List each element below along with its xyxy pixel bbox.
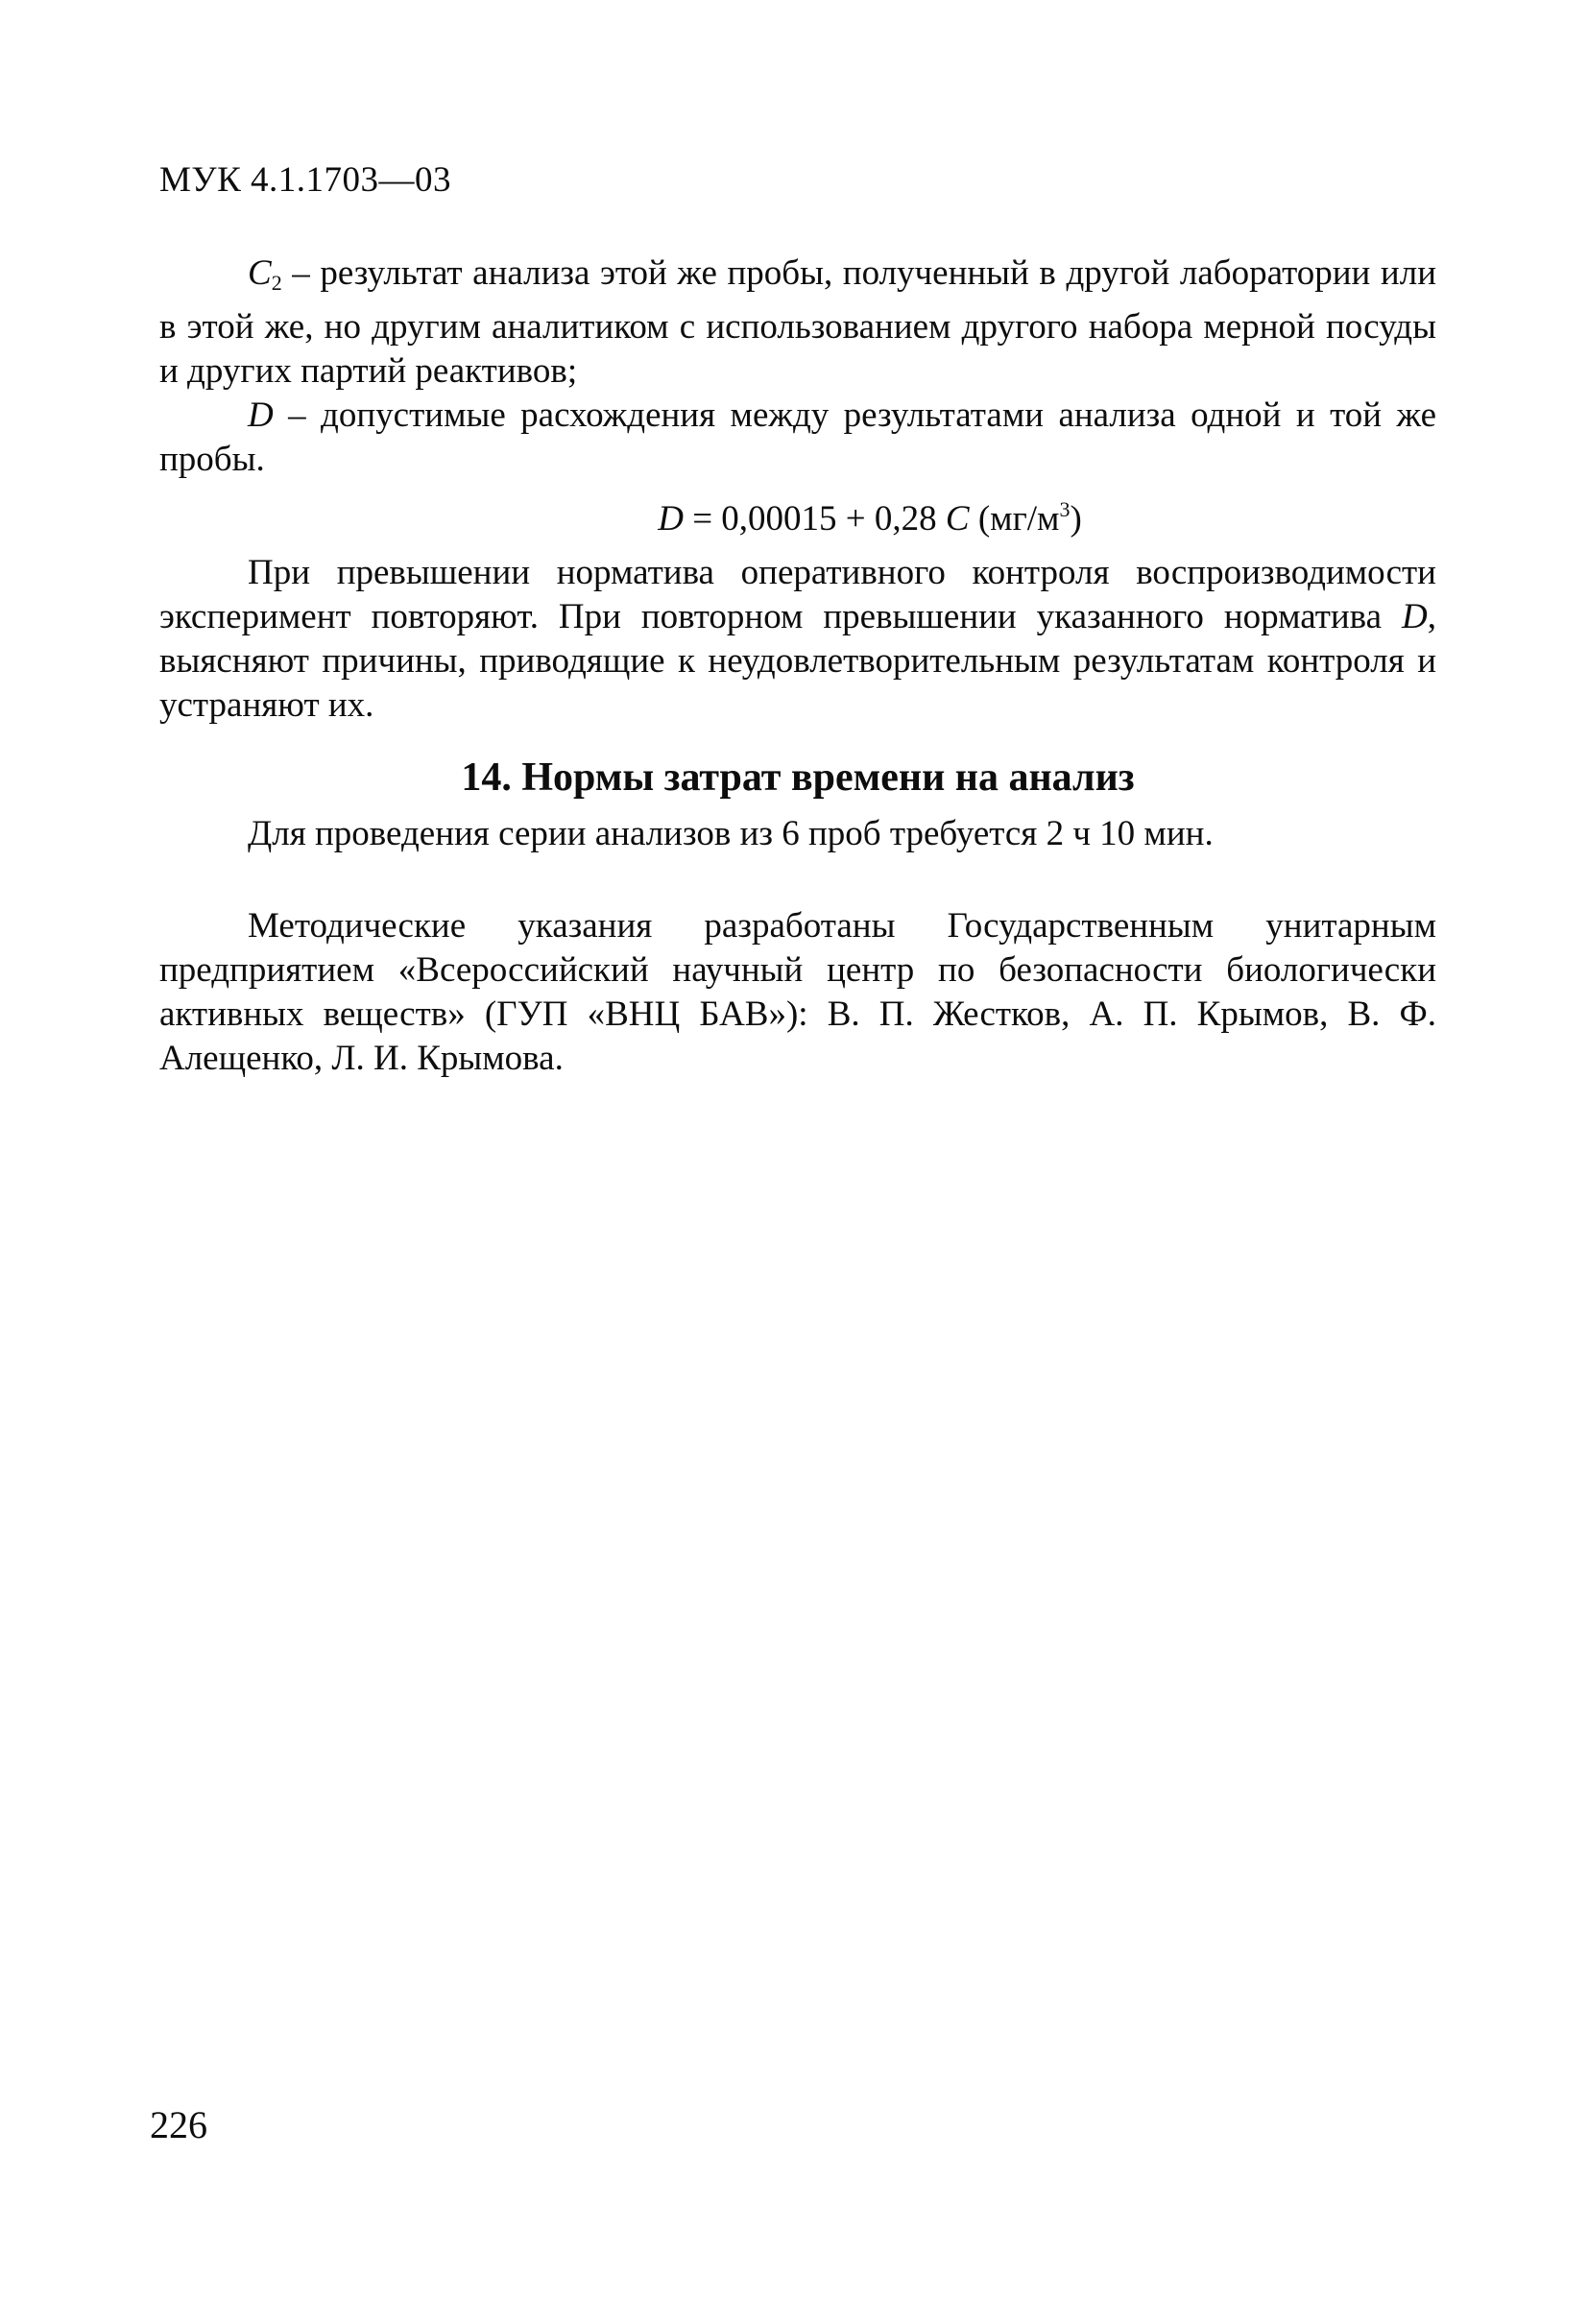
control-text bbox=[159, 551, 1436, 728]
formula-lhs: D bbox=[658, 499, 684, 539]
credits-text: Методические указания разработаны Государственным унитарным предприятием «Всероссийский научный центр по безопасности биологически активных веществ» (ГУП «ВНЦ БАВ»): В. П. Жестков, А. П. Крымов, В. Ф. Алещенко, Л. И. Крымова. bbox=[159, 906, 1436, 1078]
c2-subscript: 2 bbox=[271, 271, 282, 295]
d-description: – допустимые расхождения между результатами анализа одной и той же пробы. bbox=[159, 395, 1436, 479]
formula-c: C bbox=[945, 499, 970, 539]
control-text-part1: При превышении норматива оперативного контроля воспроизводимости эксперимент повторяют. При повторном превышении указанного норматива bbox=[159, 553, 1436, 636]
tolerance-formula bbox=[159, 497, 1436, 539]
page-number: 226 bbox=[150, 2103, 207, 2146]
formula-close: ) bbox=[1070, 499, 1082, 539]
section-14-body bbox=[159, 812, 1436, 856]
definition-c2 bbox=[159, 252, 1436, 394]
control-d-symbol: D bbox=[1402, 597, 1428, 636]
c2-description: – результат анализа этой же пробы, полученный в другой лаборатории или в этой же, но другим аналитиком с использованием другого набора мерной посуды и других партий реактивов; bbox=[159, 253, 1436, 391]
control-paragraph bbox=[159, 551, 1436, 728]
formula-unit: (мг/м bbox=[969, 499, 1060, 539]
document-header: МУК 4.1.1703—03 bbox=[159, 160, 452, 200]
formula-mid: = 0,00015 + 0,28 bbox=[683, 499, 946, 539]
section-14-text: Для проведения серии анализов из 6 проб требуется 2 ч 10 мин. bbox=[248, 814, 1214, 853]
definitions-block bbox=[159, 252, 1436, 482]
definition-d bbox=[159, 394, 1436, 482]
c2-symbol: C bbox=[248, 253, 272, 293]
formula-exponent: 3 bbox=[1059, 497, 1071, 521]
section-14-heading: 14. Нормы затрат времени на анализ bbox=[461, 755, 1135, 800]
control-text-part2: , выясняют причины, приводящие к неудовлетворительным результатам контроля и устраняют их. bbox=[159, 597, 1436, 725]
d-symbol: D bbox=[248, 395, 274, 435]
credits-paragraph bbox=[159, 904, 1436, 1081]
